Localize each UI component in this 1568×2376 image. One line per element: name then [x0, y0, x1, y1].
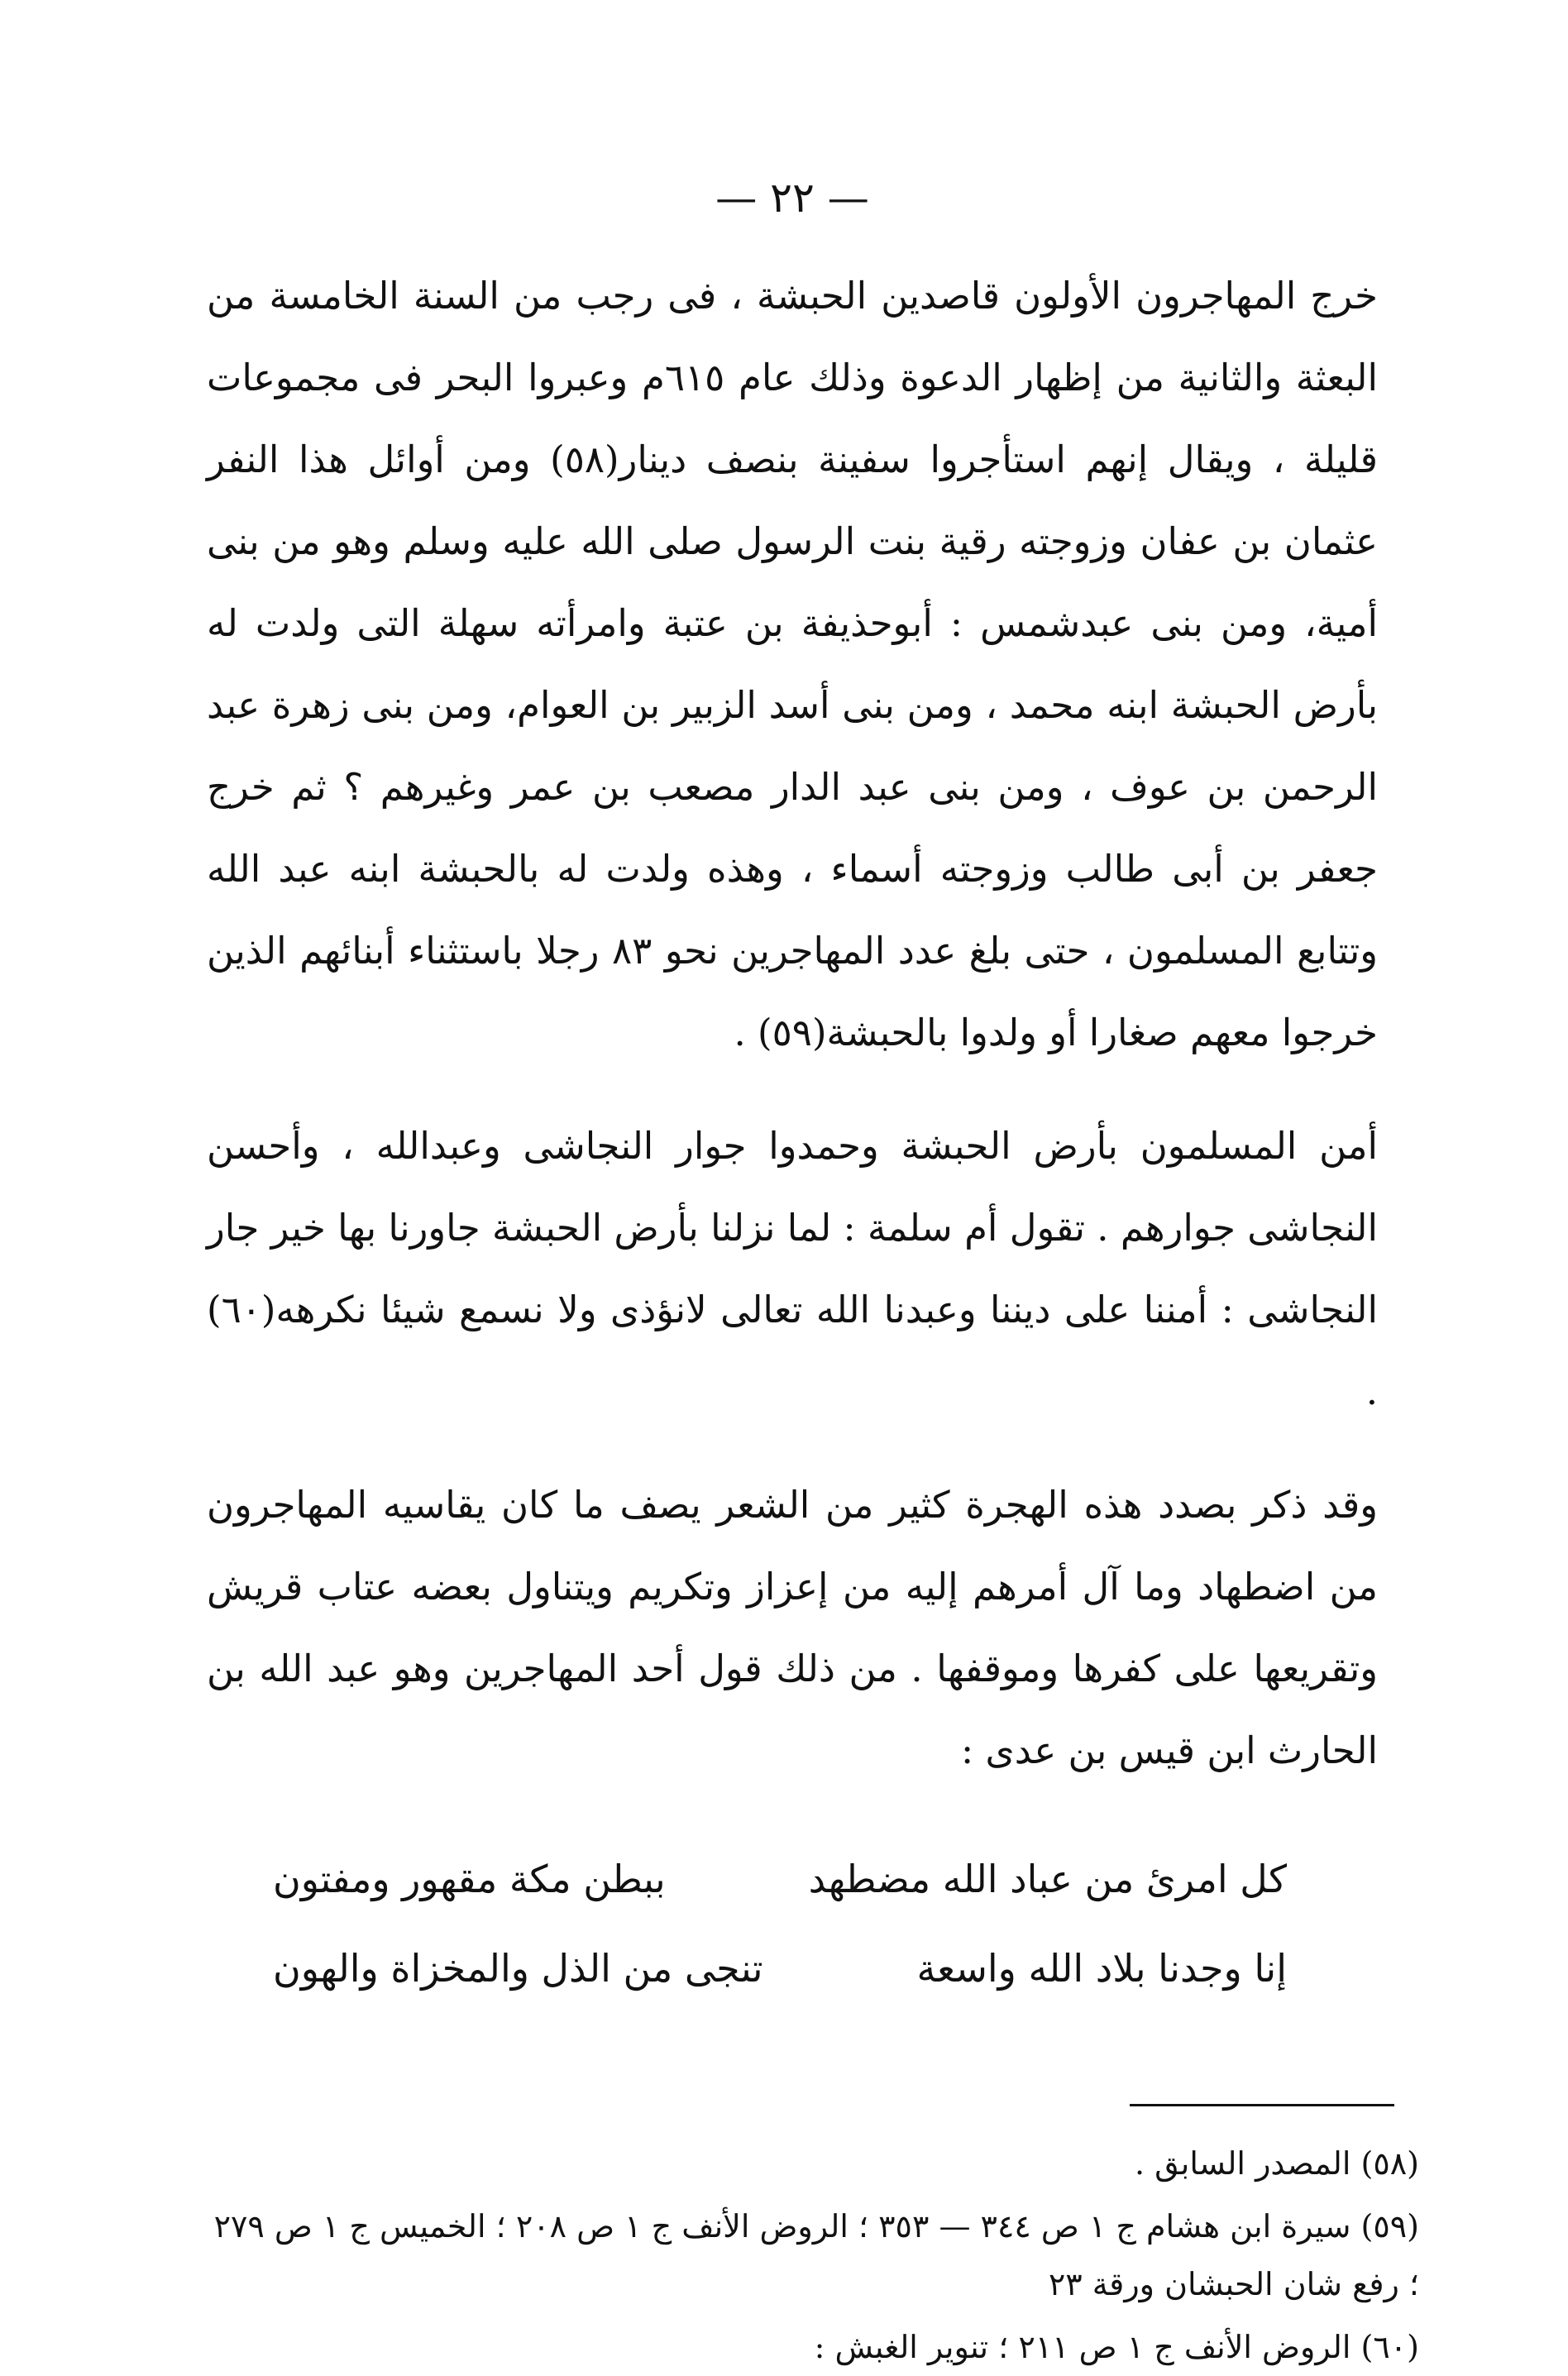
hemistich-first: كل امرئ من عباد الله مضطهد — [808, 1857, 1287, 1901]
footnote-58: (٥٨) المصدر السابق . — [1134, 2145, 1419, 2182]
footnote-60: (٦٠) الروض الأنف ج ١ ص ٢١١ ؛ تنوير الغبش : — [814, 2329, 1419, 2365]
footnotes — [207, 2135, 1419, 2376]
poem — [273, 1834, 1287, 2013]
footnote-59: (٥٩) سيرة ابن هشام ج ١ ص ٣٤٤ — ٣٥٣ ؛ الروض الأنف ج ١ ص ٢٠٨ ؛ الخميس ج ١ ص ٢٧٩ ؛ رفع شان الحبشان ورقة ٢٣ — [213, 2208, 1419, 2302]
paragraph-1: خرج المهاجرون الأولون قاصدين الحبشة ، فى رجب من السنة الخامسة من البعثة والثانية من إظهار الدعوة وذلك عام ٦١٥م وعبروا البحر فى مجموعات قليلة ، ويقال إنهم استأجروا سفينة بنصف دينار(٥٨) ومن أوائل هذا النفر عثمان بن عفان وزوجته رقية بنت الرسول صلى الله عليه وسلم وهو من بنى أمية، ومن بنى عبدشمس : أبوحذيفة بن عتبة وامرأته سهلة التى ولدت له بأرض الحبشة ابنه محمد ، ومن بنى أسد الزبير بن العوام، ومن بنى زهرة عبد الرحمن بن عوف ، ومن بنى عبد الدار مصعب بن عمر وغيرهم ؟ ثم خرج جعفر بن أبى طالب وزوجته أسماء ، وهذه ولدت له بالحبشة ابنه عبد الله وتتابع المسلمون ، حتى بلغ عدد المهاجرين نحو ٨٣ رجلا باستثناء أبنائهم الذين خرجوا معهم صغارا أو ولدوا بالحبشة(٥٩) . — [207, 274, 1379, 1054]
poem-verse-2 — [273, 1924, 1287, 2013]
hemistich-first: إنا وجدنا بلاد الله واسعة — [916, 1946, 1287, 1991]
hemistich-second: تنجى من الذل والمخزاة والهون — [273, 1946, 763, 1991]
page-number: — ٢٢ — — [715, 174, 869, 222]
footnote-separator — [1130, 2104, 1394, 2106]
hemistich-second: ببطن مكة مقهور ومفتون — [273, 1857, 666, 1901]
paragraph-3: وقد ذكر بصدد هذه الهجرة كثير من الشعر يصف ما كان يقاسيه المهاجرون من اضطهاد وما آل أمرهم إليه من إعزاز وتكريم ويتناول بعضه عتاب قريش وتقريعها على كفرها وموقفها . من ذلك قول أحد المهاجرين وهو عبد الله بن الحارث ابن قيس بن عدى : — [207, 1483, 1378, 1772]
paragraph-2: أمن المسلمون بأرض الحبشة وحمدوا جوار النجاشى وعبدالله ، وأحسن النجاشى جوارهم . تقول أم سلمة : لما نزلنا بأرض الحبشة جاورنا بها خير جار النجاشى : أمننا على ديننا وعبدنا الله تعالى لانؤذى ولا نسمع شيئا نكرهه(٦٠) . — [207, 1124, 1378, 1413]
poem-verse-1 — [273, 1834, 1287, 1924]
body-text — [207, 255, 1378, 1791]
